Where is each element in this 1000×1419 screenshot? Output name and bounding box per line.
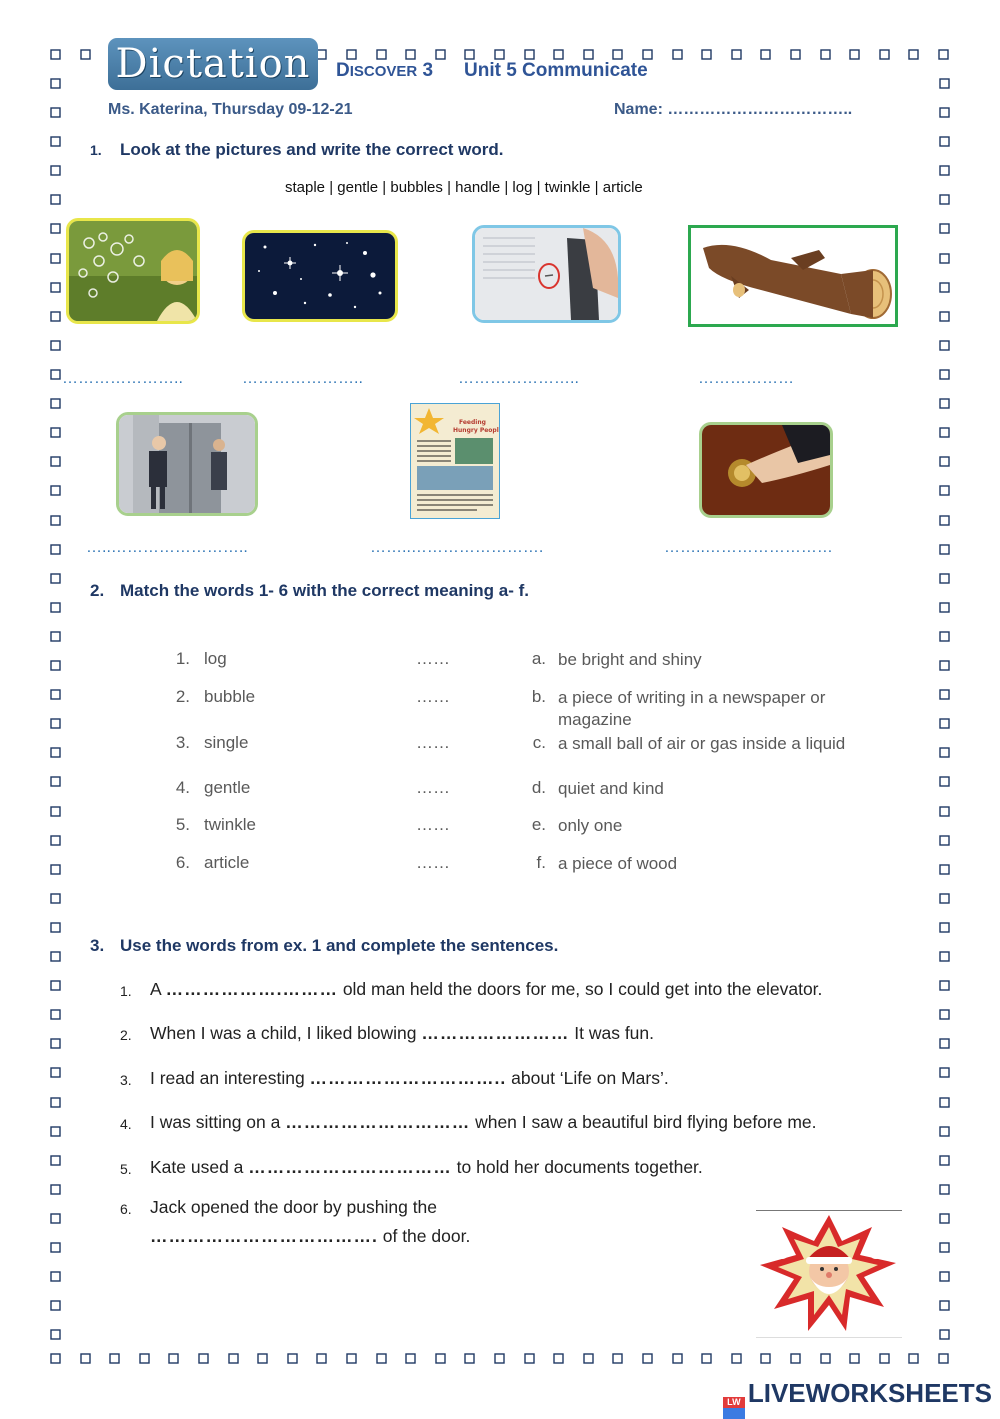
match-letter: b. [531, 687, 546, 706]
sentence-1: A ……………….……… old man held the doors for me, so I could get into the elevator. [150, 979, 823, 999]
name-field[interactable]: Name: …………………………….. [614, 101, 853, 118]
border-square [495, 1354, 504, 1363]
border-square [51, 865, 60, 874]
border-square [940, 1185, 949, 1194]
border-square [347, 1354, 356, 1363]
bubbles-picture [66, 218, 200, 324]
border-square [702, 50, 711, 59]
border-square [51, 370, 60, 379]
border-square [51, 166, 60, 175]
sentence-number: 5. [120, 1161, 132, 1177]
border-square [673, 1354, 682, 1363]
border-square [761, 1354, 770, 1363]
sentence-6: Jack opened the door by pushing the [150, 1197, 438, 1217]
border-square [436, 50, 445, 59]
border-square [229, 1354, 238, 1363]
sentence-number: 2. [120, 1027, 132, 1043]
border-square [51, 632, 60, 641]
border-square [51, 516, 60, 525]
border-square [940, 283, 949, 292]
border-square [940, 224, 949, 233]
log-picture [688, 225, 898, 327]
border-square [940, 341, 949, 350]
border-square [51, 807, 60, 816]
ex3-instruction: 3. Use the words from ex. 1 and complete the sentences. [90, 936, 559, 955]
border-square [51, 1301, 60, 1310]
border-square [51, 254, 60, 263]
match-meaning: a piece of wood [558, 854, 678, 873]
border-square [939, 50, 948, 59]
border-square [51, 486, 60, 495]
border-square [584, 50, 593, 59]
border-square [51, 1098, 60, 1107]
border-square [940, 952, 949, 961]
course-title: DISCOVER 3 [336, 60, 434, 81]
unit-title: Unit 5 Communicate [464, 60, 648, 81]
border-square [51, 79, 60, 88]
sentence-blank[interactable]: ……………….……… [165, 979, 338, 999]
sentence-blank[interactable]: …………………………… [248, 1157, 452, 1177]
border-square [377, 50, 386, 59]
border-square [940, 690, 949, 699]
border-square [940, 836, 949, 845]
match-number: 1. [175, 649, 190, 668]
border-square [51, 836, 60, 845]
border-square [940, 923, 949, 932]
border-square [81, 50, 90, 59]
sentence-3: I read an interesting ………………………….. about ‘Life on Mars’. [150, 1068, 669, 1088]
border-square [940, 574, 949, 583]
teacher-date: Ms. Katerina, Thursday 09-12-21 [108, 101, 353, 118]
staple-picture [472, 225, 621, 323]
border-square [110, 1354, 119, 1363]
border-square [199, 1354, 208, 1363]
svg-text:Hungry People: Hungry People [453, 427, 499, 434]
match-answer-blank[interactable]: …… [416, 733, 450, 752]
ex1-blank-2[interactable]: ………………….. [242, 370, 363, 387]
sentence-blank[interactable]: ………………………………. [150, 1226, 378, 1246]
border-square [613, 1354, 622, 1363]
ex1-blank-4[interactable]: ……………… [698, 370, 794, 387]
border-square [51, 690, 60, 699]
match-word: log [204, 649, 227, 668]
border-square [940, 399, 949, 408]
border-square [51, 1243, 60, 1252]
border-square [51, 1127, 60, 1136]
match-answer-blank[interactable]: …… [416, 815, 450, 834]
border-square [554, 50, 563, 59]
border-square [465, 50, 474, 59]
border-square [317, 50, 326, 59]
match-number: 6. [175, 853, 190, 872]
border-square [51, 1039, 60, 1048]
border-square [317, 1354, 326, 1363]
border-square [940, 1127, 949, 1136]
border-square [51, 1354, 60, 1363]
border-square [880, 1354, 889, 1363]
border-square [51, 719, 60, 728]
ex2-instruction: 2. Match the words 1- 6 with the correct meaning a- f. [90, 581, 530, 600]
border-square [909, 50, 918, 59]
border-square [940, 1098, 949, 1107]
border-square [406, 1354, 415, 1363]
border-square [791, 50, 800, 59]
border-square [940, 545, 949, 554]
border-square [169, 1354, 178, 1363]
border-square [940, 807, 949, 816]
border-square [761, 50, 770, 59]
border-square [140, 1354, 149, 1363]
sentence-number: 1. [120, 983, 132, 999]
border-square [81, 1354, 90, 1363]
border-square [525, 1354, 534, 1363]
border-square [850, 50, 859, 59]
border-square [347, 50, 356, 59]
border-square [940, 370, 949, 379]
border-square [288, 1354, 297, 1363]
border-square [940, 777, 949, 786]
match-meaning: quiet and kind [558, 779, 664, 798]
dictation-logo: Dictation [108, 38, 318, 90]
border-square [51, 224, 60, 233]
border-square [51, 1185, 60, 1194]
ex1-blank-6[interactable]: ……..……………………. [370, 539, 544, 556]
ex1-instruction: 1. Look at the pictures and write the correct word. [90, 140, 504, 159]
border-square [940, 1330, 949, 1339]
match-answer-blank[interactable]: …… [416, 649, 450, 668]
border-square [643, 50, 652, 59]
handle-picture [699, 422, 833, 518]
border-square [940, 166, 949, 175]
border-square [940, 981, 949, 990]
svg-text:Feeding: Feeding [459, 419, 486, 426]
liveworksheets-brand: LW LIVEWORKSHEETS [723, 1378, 992, 1419]
match-meaning: be bright and shiny [558, 650, 702, 669]
border-square [940, 1301, 949, 1310]
border-square [940, 137, 949, 146]
match-letter: e. [531, 815, 546, 834]
border-square [51, 137, 60, 146]
border-square [51, 108, 60, 117]
border-square [940, 632, 949, 641]
border-square [51, 1156, 60, 1165]
border-square [51, 399, 60, 408]
border-square [51, 1010, 60, 1019]
match-answer-blank[interactable]: …… [416, 778, 450, 797]
border-square [940, 516, 949, 525]
match-answer-blank[interactable]: …… [416, 687, 450, 706]
border-square [51, 1272, 60, 1281]
border-square [51, 428, 60, 437]
border-square [554, 1354, 563, 1363]
border-square [940, 1039, 949, 1048]
santa-illustration [756, 1210, 902, 1338]
border-square [940, 719, 949, 728]
sentence-number: 4. [120, 1116, 132, 1132]
match-word: twinkle [204, 815, 256, 834]
sentence-6-continued: ………………………………. of the door. [150, 1226, 471, 1246]
sentence-number: 6. [120, 1201, 132, 1217]
border-square [791, 1354, 800, 1363]
border-square [940, 603, 949, 612]
sentence-4: I was sitting on a ………………………… when I saw a beautiful bird flying before me. [150, 1112, 817, 1132]
border-square [880, 50, 889, 59]
ex1-blank-7[interactable]: ……..…………………… [664, 539, 833, 556]
border-square [525, 50, 534, 59]
border-square [436, 1354, 445, 1363]
border-square [51, 952, 60, 961]
border-square [940, 661, 949, 670]
match-letter: c. [532, 733, 546, 752]
border-square [465, 1354, 474, 1363]
border-square [940, 486, 949, 495]
word-bank: staple | gentle | bubbles | handle | log | twinkle | article [285, 179, 643, 196]
border-square [51, 923, 60, 932]
match-number: 5. [175, 815, 190, 834]
border-square [940, 254, 949, 263]
match-number: 2. [175, 687, 190, 706]
border-square [821, 1354, 830, 1363]
border-square [495, 50, 504, 59]
border-square [258, 1354, 267, 1363]
border-square [821, 50, 830, 59]
border-square [51, 283, 60, 292]
border-square [51, 1214, 60, 1223]
match-letter: f. [536, 853, 546, 872]
border-square [940, 457, 949, 466]
match-answer-blank[interactable]: …… [416, 853, 450, 872]
match-number: 4. [175, 778, 190, 797]
border-square [51, 312, 60, 321]
border-square [51, 748, 60, 757]
article-picture [410, 403, 500, 519]
border-square [51, 545, 60, 554]
border-square [940, 108, 949, 117]
border-square [940, 894, 949, 903]
border-square [939, 1354, 948, 1363]
border-square [51, 574, 60, 583]
match-word: article [204, 853, 250, 872]
border-square [584, 1354, 593, 1363]
border-square [613, 50, 622, 59]
twinkle-stars-picture [242, 230, 398, 322]
border-square [51, 894, 60, 903]
match-meaning: a small ball of air or gas inside a liquid [558, 734, 846, 753]
sentence-5: Kate used a …………………………… to hold her documents together. [150, 1157, 703, 1177]
match-word: gentle [204, 778, 251, 797]
match-meaning: a piece of writing in a newspaper or magazine [558, 688, 826, 729]
sentence-2: When I was a child, I liked blowing …………………… It was fun. [150, 1023, 655, 1043]
border-square [51, 777, 60, 786]
elevator-picture [116, 412, 258, 516]
border-square [51, 195, 60, 204]
border-square [909, 1354, 918, 1363]
border-square [940, 1156, 949, 1165]
ex1-blank-5[interactable]: …..…………………….. [86, 539, 248, 556]
border-square [673, 50, 682, 59]
border-square [643, 1354, 652, 1363]
border-square [940, 1272, 949, 1281]
ex1-blank-1[interactable]: ………………….. [62, 370, 183, 387]
border-square [940, 865, 949, 874]
match-word: single [204, 733, 249, 752]
border-square [940, 1010, 949, 1019]
border-square [940, 1243, 949, 1252]
border-square [702, 1354, 711, 1363]
border-square [51, 981, 60, 990]
border-square [732, 50, 741, 59]
sentence-blank[interactable]: …………………… [421, 1023, 570, 1043]
border-square [406, 50, 415, 59]
border-square [51, 603, 60, 612]
match-word: bubble [204, 687, 256, 706]
border-square [940, 79, 949, 88]
border-square [732, 1354, 741, 1363]
border-square [51, 457, 60, 466]
match-meaning: only one [558, 816, 623, 835]
liveworksheets-logo-icon: LW [723, 1397, 745, 1419]
border-square [940, 1214, 949, 1223]
match-number: 3. [175, 733, 190, 752]
border-square [940, 312, 949, 321]
border-square [51, 50, 60, 59]
border-square [940, 748, 949, 757]
border-square [51, 341, 60, 350]
ex1-blank-3[interactable]: ………………….. [458, 370, 579, 387]
sentence-number: 3. [120, 1072, 132, 1088]
border-square [940, 428, 949, 437]
border-square [51, 1330, 60, 1339]
match-letter: a. [531, 649, 546, 668]
sentence-blank[interactable]: ………………………….. [309, 1068, 507, 1088]
border-square [940, 1068, 949, 1077]
border-square [51, 661, 60, 670]
border-square [377, 1354, 386, 1363]
border-square [51, 1068, 60, 1077]
sentence-blank[interactable]: ………………………… [285, 1112, 471, 1132]
border-square [940, 195, 949, 204]
match-letter: d. [531, 778, 546, 797]
border-square [850, 1354, 859, 1363]
